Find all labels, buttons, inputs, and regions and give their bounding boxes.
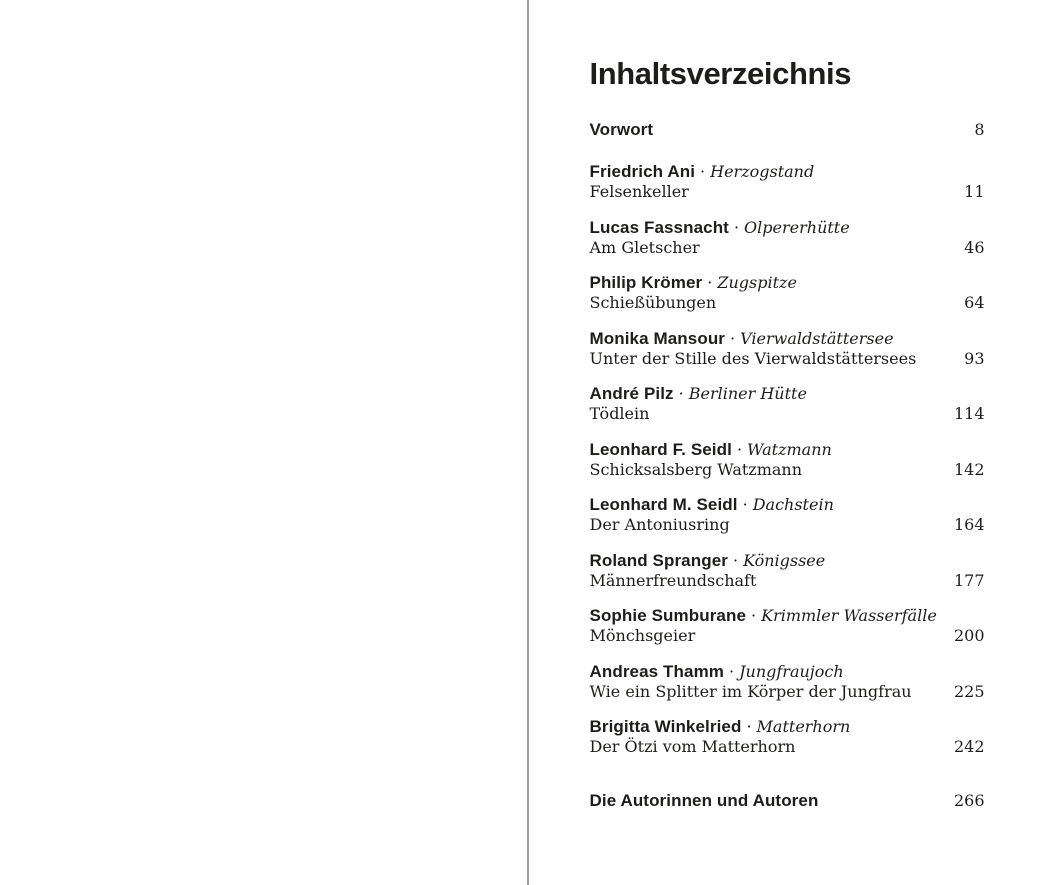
entry-header-line [590,551,985,571]
entry-story-title: Schießübungen [589,293,717,312]
toc-row-vorwort [590,120,985,140]
entry-author: Philip Krömer [589,273,703,292]
entry-separator-dot: · [733,217,740,237]
entry-page-number: 164 [953,515,985,534]
entry-location: Dachstein [752,495,834,514]
toc-entry [590,551,985,590]
entry-header-line [590,606,985,626]
entry-story-title: Schicksalsberg Watzmann [589,459,803,479]
entry-header-line [590,440,985,460]
entry-separator-dot: · [732,550,739,570]
entry-story-title: Der Ötzi vom Matterhorn [589,737,796,756]
entry-story-line [590,460,985,479]
entry-separator-dot: · [729,661,735,681]
entry-location: Vierwaldstättersee [740,328,894,348]
entry-header-line [590,273,985,293]
entry-story-line [590,515,985,534]
entry-author: Leonhard M. Seidl [589,495,738,514]
vorwort-page-number: 8 [974,120,985,139]
entry-story-title: Tödlein [589,404,650,423]
toc-entry [590,606,985,645]
entry-separator-dot: · [730,328,736,348]
entry-story-title: Männerfreundschaft [589,570,757,590]
vorwort-label: Vorwort [589,120,654,139]
entry-location: Watzmann [747,439,832,459]
entry-author: André Pilz [589,384,674,403]
right-page-toc [529,0,1058,885]
entry-story-line [590,404,985,423]
entry-page-number: 200 [953,626,985,645]
entry-separator-dot: · [746,717,752,736]
entry-location: Krimmler Wasserfälle [761,606,937,625]
entry-separator-dot: · [678,384,684,403]
entry-page-number: 114 [953,404,985,423]
entry-page-number: 142 [953,459,985,479]
entry-header-line [590,662,985,682]
entry-story-title: Mönchsgeier [589,626,696,645]
toc-entry [590,384,985,423]
left-page-blank [0,0,527,885]
toc-entry-list [590,162,985,756]
toc-entry [590,218,985,257]
entry-page-number: 64 [964,293,985,312]
entry-separator-dot: · [736,439,743,459]
toc-row-authors [590,791,985,811]
authors-page-number: 266 [953,791,985,810]
entry-author: Monika Mansour [589,328,726,348]
page-title: Inhaltsverzeichnis [589,56,852,91]
entry-header-line [590,495,985,515]
entry-story-title: Felsenkeller [589,182,689,201]
entry-separator-dot: · [700,162,706,181]
entry-page-number: 177 [953,570,985,590]
entry-story-line [590,238,985,257]
entry-author: Leonhard F. Seidl [589,439,732,459]
toc-entry [590,662,985,701]
entry-location: Zugspitze [717,273,797,292]
entry-story-line [590,349,985,368]
entry-location: Herzogstand [710,162,815,181]
entry-story-line [590,182,985,201]
toc-entry [590,440,985,479]
entry-story-line [590,626,985,645]
toc-content [590,0,985,811]
entry-story-line [590,571,985,590]
authors-label: Die Autorinnen und Autoren [589,791,819,810]
entry-story-title: Am Gletscher [589,237,700,257]
entry-author: Sophie Sumburane [589,606,747,625]
entry-separator-dot: · [751,606,757,625]
toc-entry [590,495,985,534]
entry-story-title: Der Antoniusring [589,515,730,534]
entry-story-title: Wie ein Splitter im Körper der Jungfrau [589,681,912,701]
toc-entry [590,717,985,756]
entry-story-line [590,293,985,312]
toc-entry [590,329,985,368]
entry-page-number: 46 [964,237,985,257]
entry-location: Königssee [743,550,826,570]
entry-page-number: 242 [953,737,985,756]
entry-header-line [590,218,985,238]
entry-page-number: 11 [964,182,985,201]
entry-separator-dot: · [707,273,713,292]
entry-page-number: 225 [953,681,985,701]
toc-entry [590,273,985,312]
entry-location: Berliner Hütte [688,384,807,403]
entry-location: Olpererhütte [744,217,850,237]
entry-header-line [590,329,985,349]
entry-header-line [590,384,985,404]
entry-story-title: Unter der Stille des Vierwaldstättersees [589,348,917,368]
entry-location: Matterhorn [756,717,851,736]
entry-author: Roland Spranger [589,550,728,570]
entry-author: Friedrich Ani [589,162,696,181]
entry-story-line [590,682,985,701]
entry-author: Lucas Fassnacht [589,217,729,237]
entry-header-line [590,162,985,182]
entry-author: Andreas Thamm [589,661,725,681]
entry-page-number: 93 [964,348,985,368]
entry-story-line [590,737,985,756]
toc-entry [590,162,985,201]
entry-header-line [590,717,985,737]
entry-location: Jungfraujoch [739,661,844,681]
entry-separator-dot: · [742,495,748,514]
entry-author: Brigitta Winkelried [589,717,742,736]
